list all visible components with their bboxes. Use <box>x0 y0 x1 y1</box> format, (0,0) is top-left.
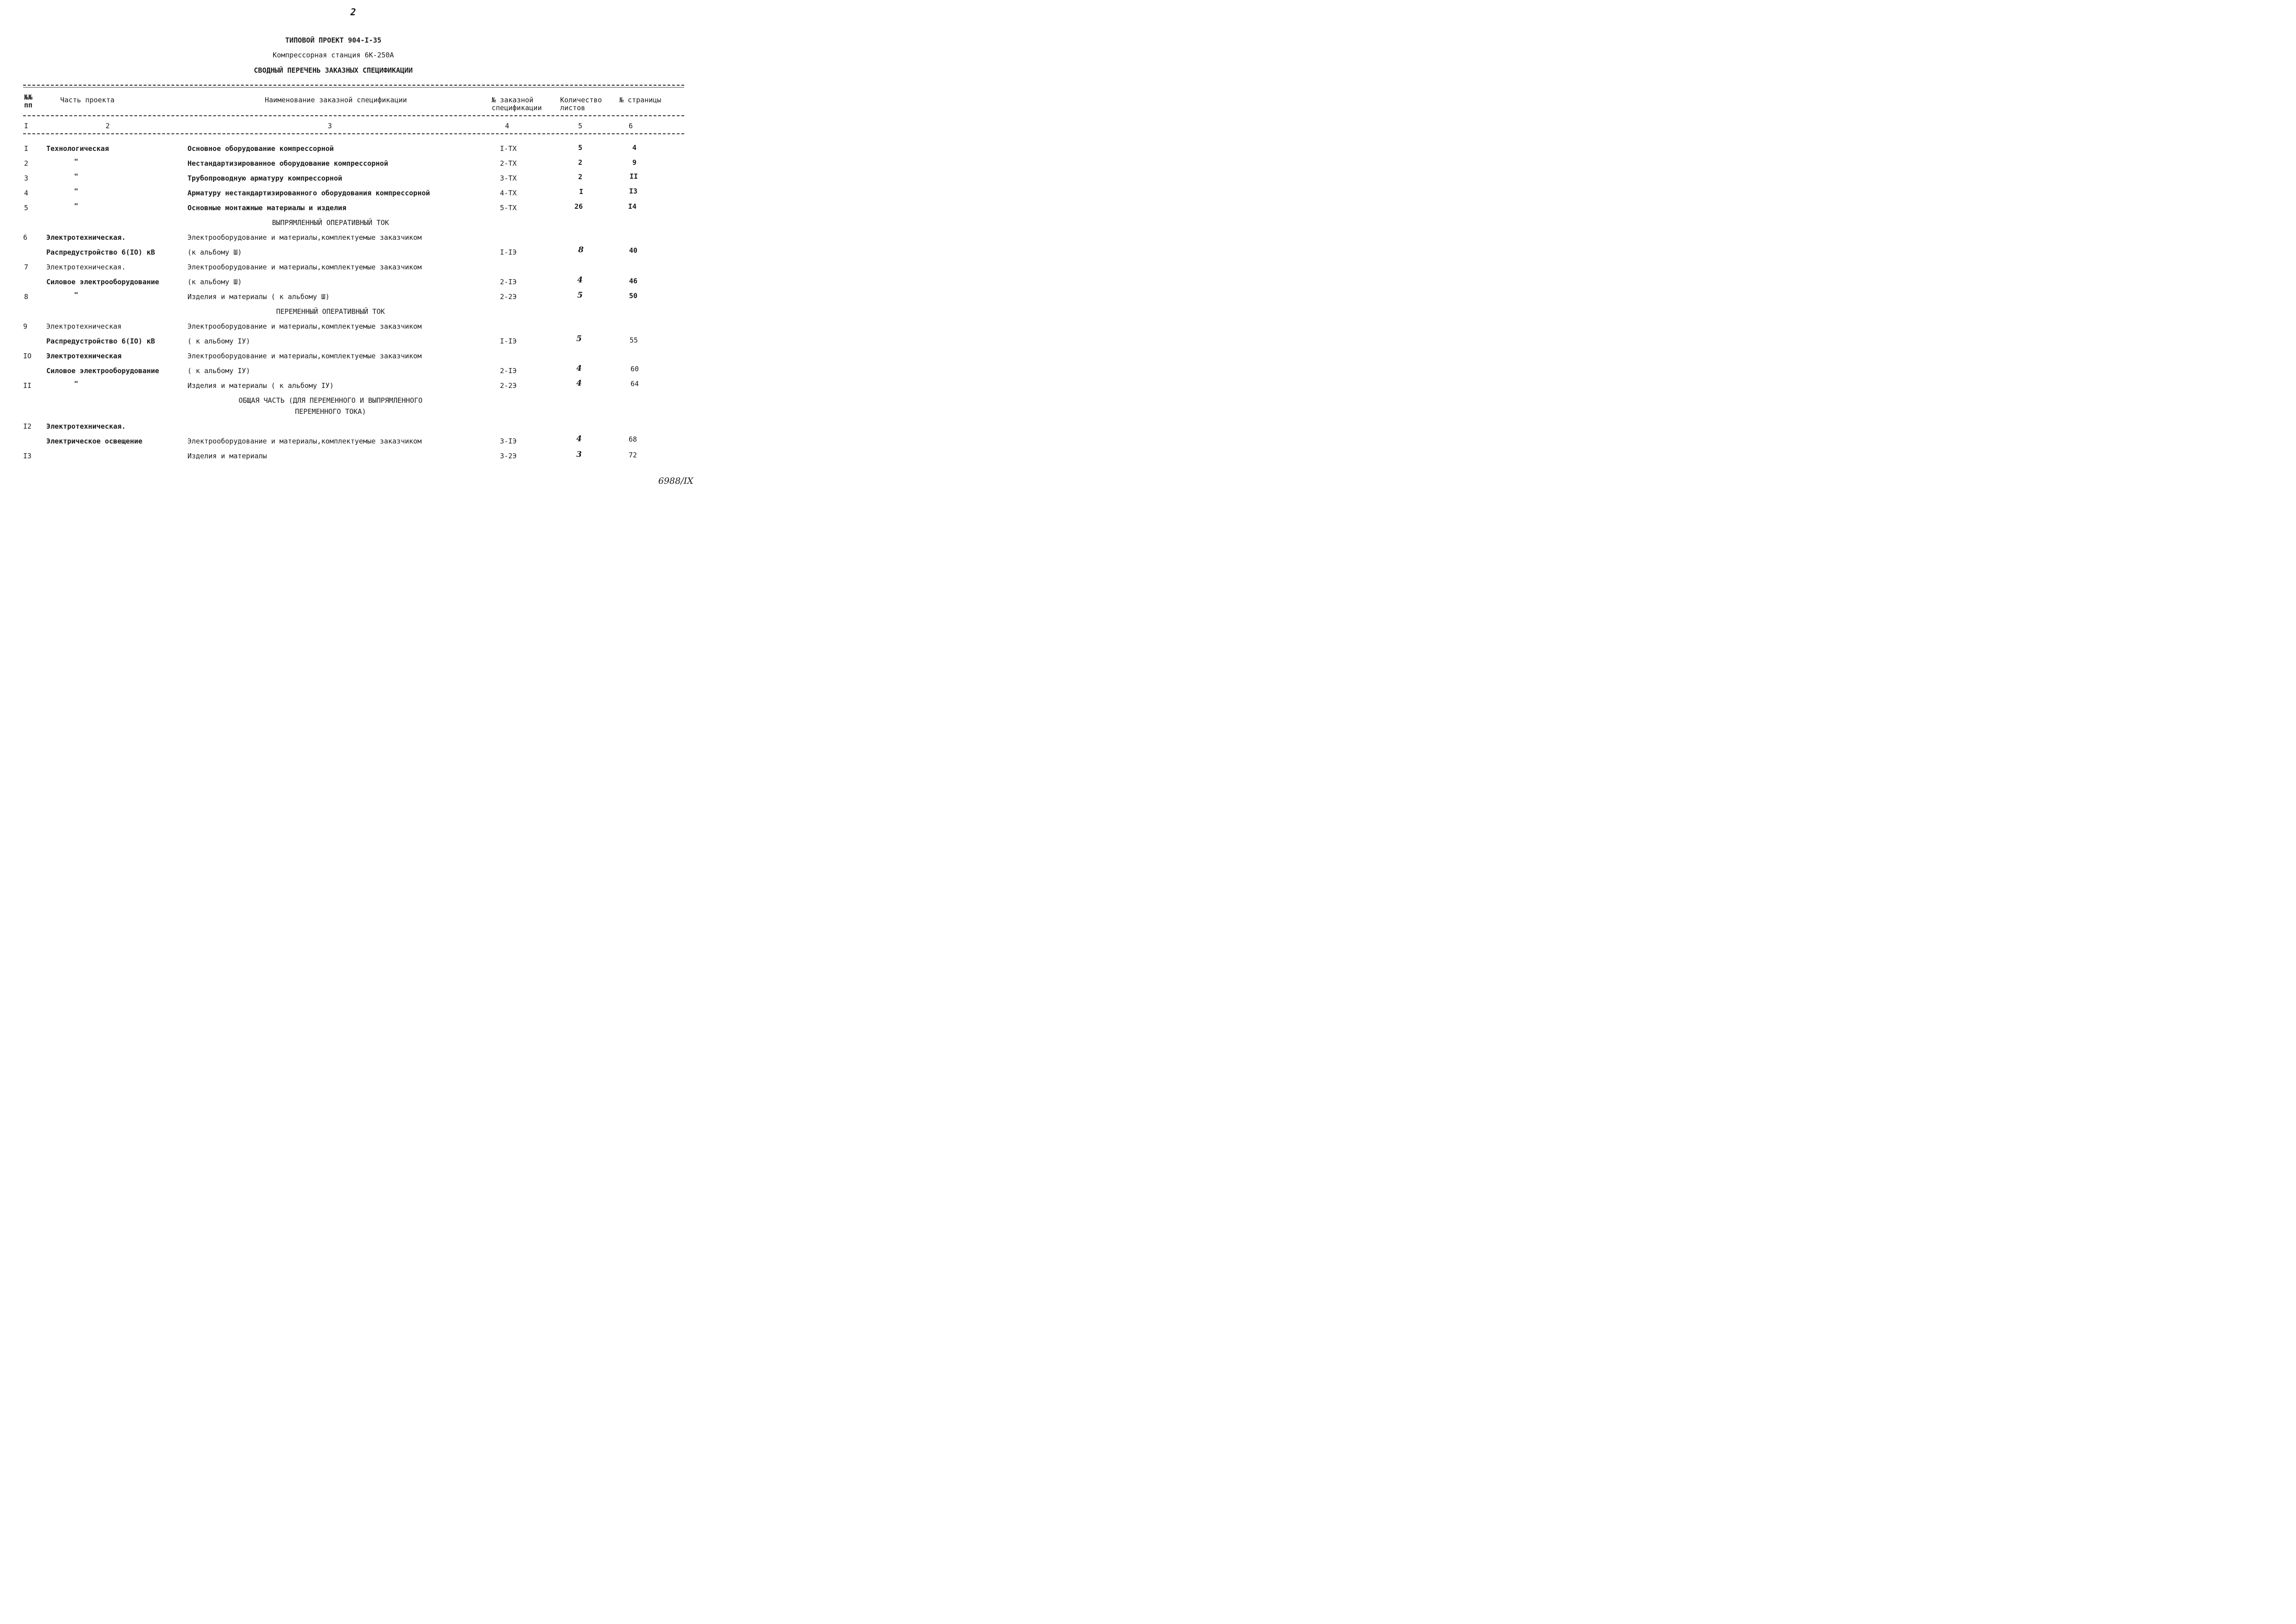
row-sheets: 4 <box>576 379 582 388</box>
row-number: 2 <box>24 159 29 168</box>
row-part: " <box>74 187 79 195</box>
row-sheets: 5 <box>576 334 582 344</box>
row-spec-number: 3-2Э <box>500 452 517 460</box>
row-spec-name: Электрооборудование и материалы,комплектуемые заказчиком <box>187 233 422 242</box>
page-number: 2 <box>350 6 356 18</box>
row-sheets: 26 <box>574 202 583 211</box>
row-number: 8 <box>24 293 29 301</box>
col-spec-header-1: № заказной <box>492 96 534 104</box>
row-page: 40 <box>629 246 638 255</box>
row-spec-name: Электрооборудование и материалы,комплектуемые заказчиком <box>187 352 422 360</box>
col-page-header: № страницы <box>619 96 661 104</box>
row-spec-number: 3-IЭ <box>500 437 517 445</box>
document-title: СВОДНЫЙ ПЕРЕЧЕНЬ ЗАКАЗНЫХ СПЕЦИФИКАЦИИ <box>254 66 413 75</box>
row-spec-name-line2: ( к альбому IУ) <box>187 367 250 375</box>
row-spec-name: Электрооборудование и материалы,комплектуемые заказчиком <box>187 263 422 271</box>
station-name: Компрессорная станция 6К-250А <box>273 51 394 59</box>
row-sheets: 5 <box>578 144 583 152</box>
row-page: 60 <box>630 365 639 373</box>
row-spec-number: I-ТХ <box>500 144 517 153</box>
row-part: " <box>74 291 79 299</box>
row-spec-number: 2-IЭ <box>500 278 517 286</box>
row-part: " <box>74 202 79 210</box>
row-number: 6 <box>23 233 28 242</box>
column-number: 6 <box>629 122 633 130</box>
row-sheets: 4 <box>577 275 583 285</box>
row-spec-name-line2: (к альбому Ш) <box>187 278 242 286</box>
row-sheets: 2 <box>578 173 583 181</box>
row-number: I3 <box>23 452 32 460</box>
col-num-header-1: №№ <box>24 93 33 101</box>
row-spec-name: Нестандартизированное оборудование компрессорной <box>187 159 388 168</box>
row-spec-number: 4-ТХ <box>500 189 517 197</box>
row-spec-number: 2-ТХ <box>500 159 517 168</box>
row-page: 64 <box>630 380 639 388</box>
row-sheets: I <box>579 187 584 196</box>
column-numbers-rule <box>23 133 684 134</box>
row-number: 7 <box>24 263 29 271</box>
row-number: 9 <box>23 322 28 331</box>
row-part: Электротехническая <box>46 322 122 331</box>
column-number: 5 <box>578 122 583 130</box>
header-rule <box>23 115 684 116</box>
row-part: Технологическая <box>46 144 109 153</box>
row-part-line2: Силовое электрооборудование <box>46 367 159 375</box>
section-heading: ОБЩАЯ ЧАСТЬ (ДЛЯ ПЕРЕМЕННОГО И ВЫПРЯМЛЕННОГО <box>238 396 423 405</box>
row-number: 5 <box>24 204 29 212</box>
row-spec-name: Изделия и материалы ( к альбому IУ) <box>187 381 334 390</box>
row-spec-number: I-IЭ <box>500 248 517 256</box>
row-page: II <box>630 172 638 181</box>
row-sheets: 4 <box>576 434 582 443</box>
row-page: I3 <box>629 187 638 195</box>
row-number: I <box>24 144 29 153</box>
row-spec-name: Изделия и материалы <box>187 452 267 460</box>
row-spec-name-line2: (к альбому Ш) <box>187 248 242 256</box>
row-page: 55 <box>630 336 638 344</box>
row-number: II <box>23 381 32 390</box>
row-page: 68 <box>629 435 637 443</box>
row-page: 4 <box>632 144 637 152</box>
row-spec-number: I-IЭ <box>500 337 517 345</box>
col-spec-header-2: спецификации <box>492 104 542 112</box>
row-number: 3 <box>24 174 29 182</box>
row-number: I2 <box>23 422 32 431</box>
row-part: " <box>74 157 79 166</box>
col-name-header: Наименование заказной спецификации <box>265 96 407 104</box>
row-part: " <box>74 172 79 181</box>
row-spec-number: 3-ТХ <box>500 174 517 182</box>
row-spec-name: Электрооборудование и материалы,комплектуемые заказчиком <box>187 322 422 331</box>
row-sheets: 3 <box>576 450 582 459</box>
row-spec-number: 2-IЭ <box>500 367 517 375</box>
row-spec-name: Трубопроводную арматуру компрессорной <box>187 174 343 182</box>
section-heading: ПЕРЕМЕННЫЙ ОПЕРАТИВНЫЙ ТОК <box>276 307 385 316</box>
col-sheets-header-2: листов <box>560 104 586 112</box>
column-number: 4 <box>505 122 510 130</box>
row-spec-name: Арматуру нестандартизированного оборудования компрессорной <box>187 189 430 197</box>
row-part: Электротехническая. <box>46 263 126 271</box>
section-heading: ВЫПРЯМЛЕННЫЙ ОПЕРАТИВНЫЙ ТОК <box>272 219 389 227</box>
row-page: 9 <box>632 158 637 167</box>
row-part-line2: Силовое электрооборудование <box>46 278 159 286</box>
row-sheets: 2 <box>578 158 583 167</box>
row-spec-number: 2-2Э <box>500 381 517 390</box>
col-part-header: Часть проекта <box>60 96 115 104</box>
row-part-line2: Распредустройство 6(IO) кВ <box>46 337 155 345</box>
table-top-rule <box>23 85 684 86</box>
row-part: Электротехническая. <box>46 422 126 431</box>
row-spec-number: 5-ТХ <box>500 204 517 212</box>
row-part: Электротехническая. <box>46 233 126 242</box>
row-part-line2: Электрическое освещение <box>46 437 143 445</box>
row-page: 46 <box>629 277 638 285</box>
col-num-header-2: пп <box>24 101 33 109</box>
section-heading-line2: ПЕРЕМЕННОГО ТОКА) <box>295 407 366 416</box>
row-sheets: 4 <box>576 364 582 373</box>
row-spec-name-line2: ( к альбому IУ) <box>187 337 250 345</box>
column-number: 3 <box>328 122 332 130</box>
row-number: 4 <box>24 189 29 197</box>
col-sheets-header-1: Количество <box>560 96 602 104</box>
row-sheets: 5 <box>577 291 583 300</box>
project-title: ТИПОВОЙ ПРОЕКТ 904-I-35 <box>285 36 381 44</box>
row-sheets: 8 <box>578 245 584 255</box>
row-page: 50 <box>629 292 638 300</box>
row-spec-name: Изделия и материалы ( к альбому Ш) <box>187 293 330 301</box>
row-page: 72 <box>629 451 637 459</box>
row-part-line2: Распредустройство 6(IO) кВ <box>46 248 155 256</box>
column-number: I <box>24 122 29 130</box>
row-page: I4 <box>628 202 637 211</box>
row-part: Электротехническая <box>46 352 122 360</box>
row-spec-number: 2-2Э <box>500 293 517 301</box>
row-number: IO <box>23 352 32 360</box>
column-number: 2 <box>106 122 110 130</box>
archive-stamp: 6988/IX <box>658 476 693 486</box>
row-spec-name: Основное оборудование компрессорной <box>187 144 334 153</box>
row-spec-name: Электрооборудование и материалы,комплектуемые заказчиком <box>187 437 422 445</box>
row-part: " <box>74 380 79 388</box>
row-spec-name: Основные монтажные материалы и изделия <box>187 204 347 212</box>
